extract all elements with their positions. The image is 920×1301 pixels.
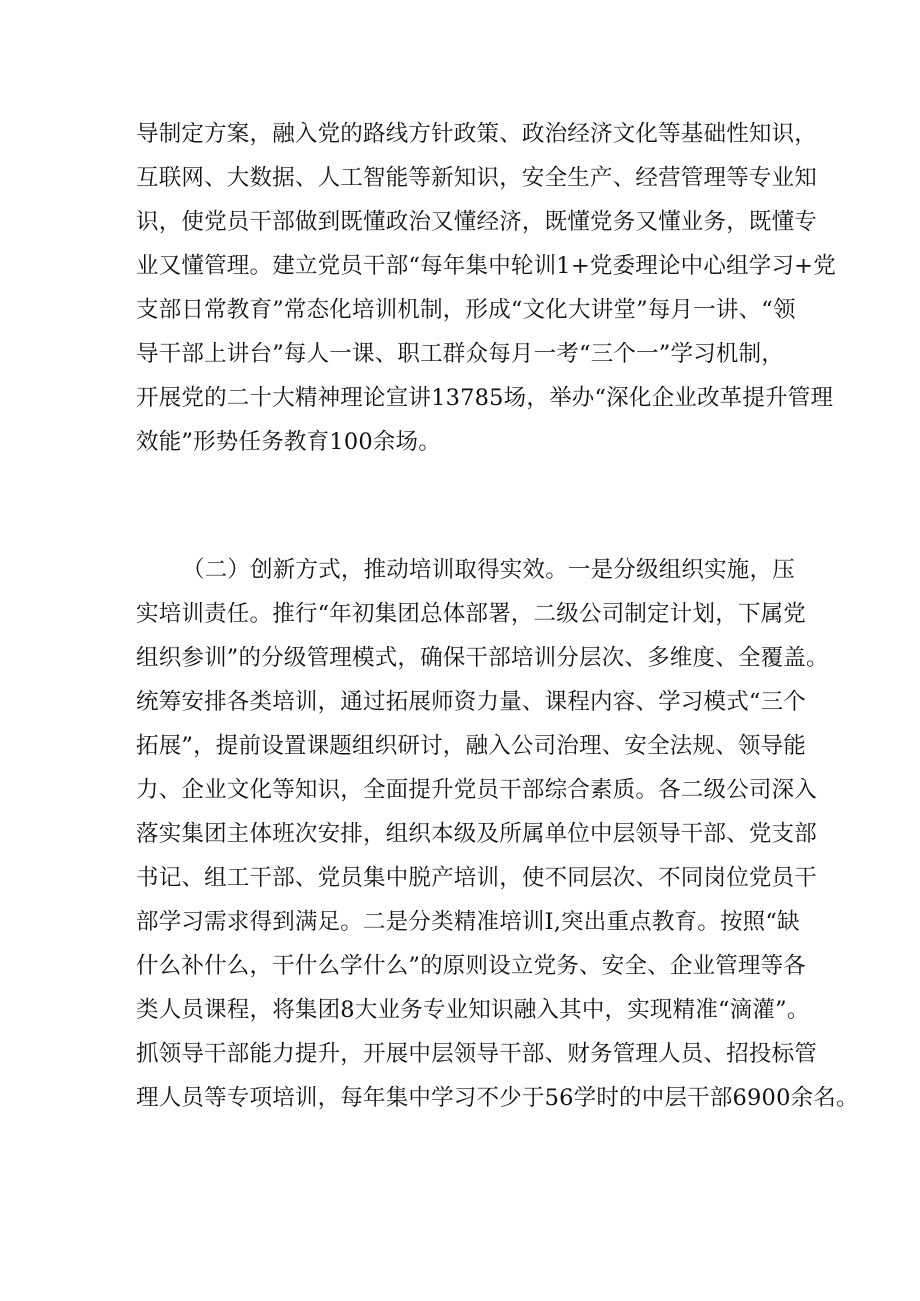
text-line: 开展党的二十大精神理论宣讲13785场，举办“深化企业改革提升管理: [136, 385, 834, 411]
text-line: 落实集团主体班次安排，组织本级及所属单位中层领导干部、党支部: [136, 821, 818, 847]
text-line: 力、企业文化等知识，全面提升党员干部综合素质。各二级公司深入: [136, 777, 818, 803]
text-line: 类人员课程，将集团8大业务专业知识融入其中，实现精准“滴灌”。: [136, 997, 810, 1023]
text-line: 统筹安排各类培训，通过拓展师资力量、课程内容、学习模式“三个: [136, 689, 807, 715]
text-line: 抓领导干部能力提升，开展中层领导干部、财务管理人员、招投标管: [136, 1041, 818, 1067]
text-line-indented: （二）创新方式，推动培训取得实效。一是分级组织实施，压: [182, 557, 795, 583]
text-line: 什么补什么，干什么学什么”的原则设立党务、安全、企业管理等各: [136, 953, 807, 979]
text-line: 导干部上讲台”每人一课、职工群众每月一考“三个一”学习机制，: [136, 341, 785, 367]
text-line: 业又懂管理。建立党员干部“每年集中轮训1+党委理论中心组学习+党: [136, 253, 836, 279]
text-line: 支部日常教育”常态化培训机制，形成“文化大讲堂”每月一讲、“领: [136, 297, 796, 323]
text-line: 部学习需求得到满足。二是分类精准培训I,突出重点教育。按照“缺: [136, 909, 800, 935]
text-line: 互联网、大数据、人工智能等新知识，安全生产、经营管理等专业知: [136, 165, 818, 191]
text-line: 组织参训”的分级管理模式，确保干部培训分层次、多维度、全覆盖。: [136, 645, 829, 671]
text-line: 效能”形势任务教育100余场。: [136, 429, 441, 455]
text-line: 理人员等专项培训，每年集中学习不少于56学时的中层干部6900余名。: [136, 1085, 859, 1111]
text-line: 识，使党员干部做到既懂政治又懂经济，既懂党务又懂业务，既懂专: [136, 209, 818, 235]
text-line: 书记、组工干部、党员集中脱产培训，使不同层次、不同岗位党员干: [136, 865, 818, 891]
text-line: 实培训责任。推行“年初集团总体部署，二级公司制定计划，下属党: [136, 601, 807, 627]
text-line: 导制定方案，融入党的路线方针政策、政治经济文化等基础性知识，: [136, 121, 818, 147]
text-line: 拓展”，提前设置课题组织研讨，融入公司治理、安全法规、领导能: [136, 733, 807, 759]
